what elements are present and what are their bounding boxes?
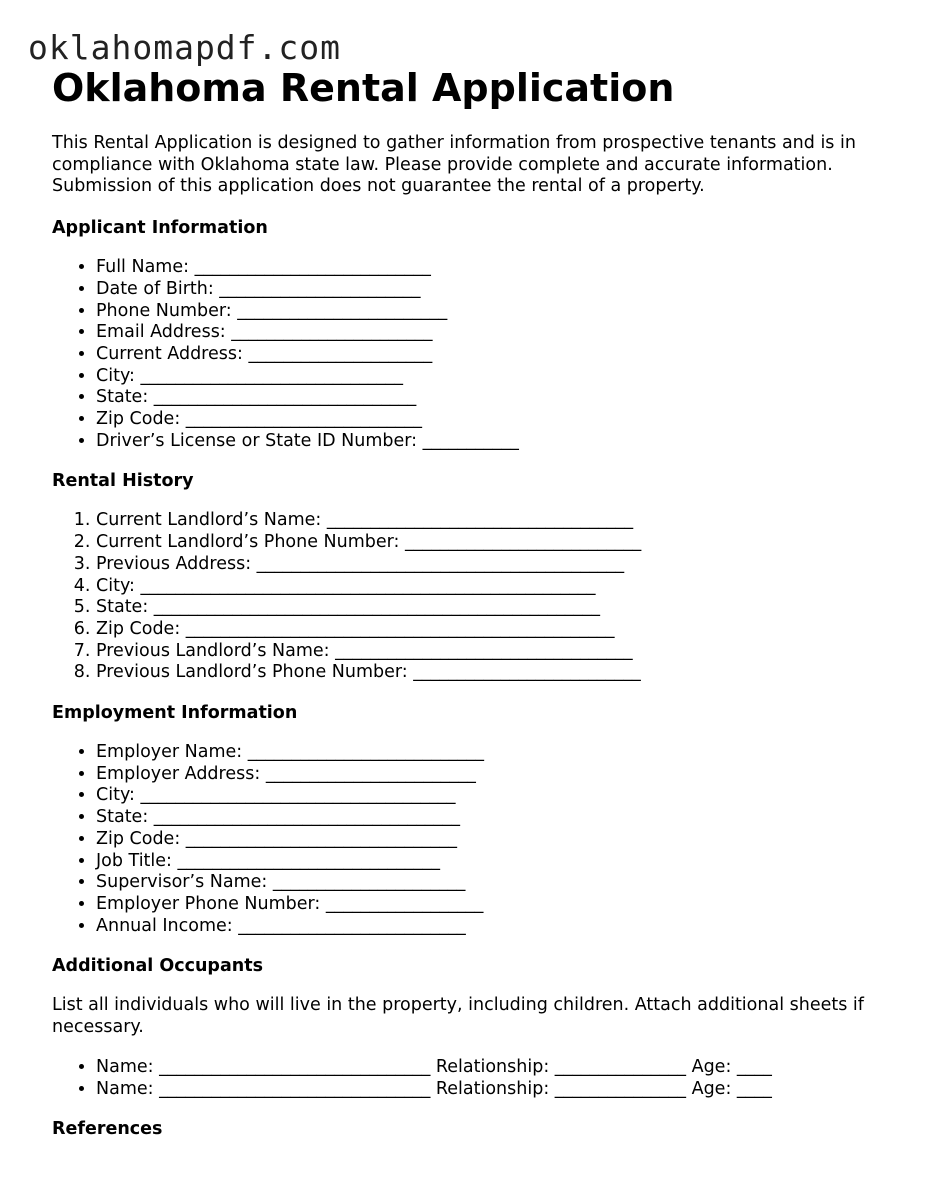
occupants-note: List all individuals who will live in the property, including children. Attach additional sheets if necessary. (52, 995, 864, 1038)
list-item: • State: ______________________________ (96, 387, 882, 409)
list-item: • Job Title: ______________________________ (96, 851, 882, 873)
list-item: 4. City: ____________________________________________________ (96, 576, 882, 598)
list-item: 3. Previous Address: __________________________________________ (96, 554, 882, 576)
additional-occupants-heading: Additional Occupants (52, 956, 263, 977)
list-item: • Employer Name: ___________________________ (96, 742, 882, 764)
list-item: 8. Previous Landlord’s Phone Number: __________________________ (96, 662, 882, 684)
applicant-information-list (52, 257, 882, 452)
list-item: • Current Address: _____________________ (96, 344, 882, 366)
list-item: • Annual Income: __________________________ (96, 916, 882, 938)
rental-history-list (52, 510, 882, 684)
list-item: • Name: _______________________________ Relationship: _______________ Age: ____ (96, 1057, 882, 1079)
list-item: 2. Current Landlord’s Phone Number: ___________________________ (96, 532, 882, 554)
list-item: • Full Name: ___________________________ (96, 257, 882, 279)
document-content (52, 64, 882, 1140)
references-heading: References (52, 1119, 163, 1140)
applicant-information-heading: Applicant Information (52, 218, 268, 239)
list-item: 5. State: ___________________________________________________ (96, 597, 882, 619)
list-item: • Employer Address: ________________________ (96, 764, 882, 786)
employment-information-heading: Employment Information (52, 703, 298, 724)
list-item: • Date of Birth: _______________________ (96, 279, 882, 301)
list-item: • Zip Code: _______________________________ (96, 829, 882, 851)
intro-paragraph: This Rental Application is designed to gather information from prospective tenants and is in compliance with Oklahoma state law. Please provide complete and accurate information. Submission of this application does not guarantee the rental of a property. (52, 133, 856, 197)
occupants-list (52, 1057, 882, 1100)
list-item: 6. Zip Code: _________________________________________________ (96, 619, 882, 641)
rental-history-heading: Rental History (52, 471, 194, 492)
list-item: • Name: _______________________________ Relationship: _______________ Age: ____ (96, 1079, 882, 1101)
list-item: 7. Previous Landlord’s Name: __________________________________ (96, 641, 882, 663)
list-item: • Email Address: _______________________ (96, 322, 882, 344)
list-item: • Employer Phone Number: __________________ (96, 894, 882, 916)
list-item: • Zip Code: ___________________________ (96, 409, 882, 431)
page-title: Oklahoma Rental Application (52, 66, 675, 110)
list-item: • City: ______________________________ (96, 366, 882, 388)
list-item: • Driver’s License or State ID Number: ___________ (96, 431, 882, 453)
list-item: • Supervisor’s Name: ______________________ (96, 872, 882, 894)
list-item: • Phone Number: ________________________ (96, 301, 882, 323)
site-watermark: oklahomapdf.com (28, 28, 342, 67)
list-item: • State: ___________________________________ (96, 807, 882, 829)
employment-information-list (52, 742, 882, 937)
list-item: • City: ____________________________________ (96, 785, 882, 807)
list-item: 1. Current Landlord’s Name: ___________________________________ (96, 510, 882, 532)
